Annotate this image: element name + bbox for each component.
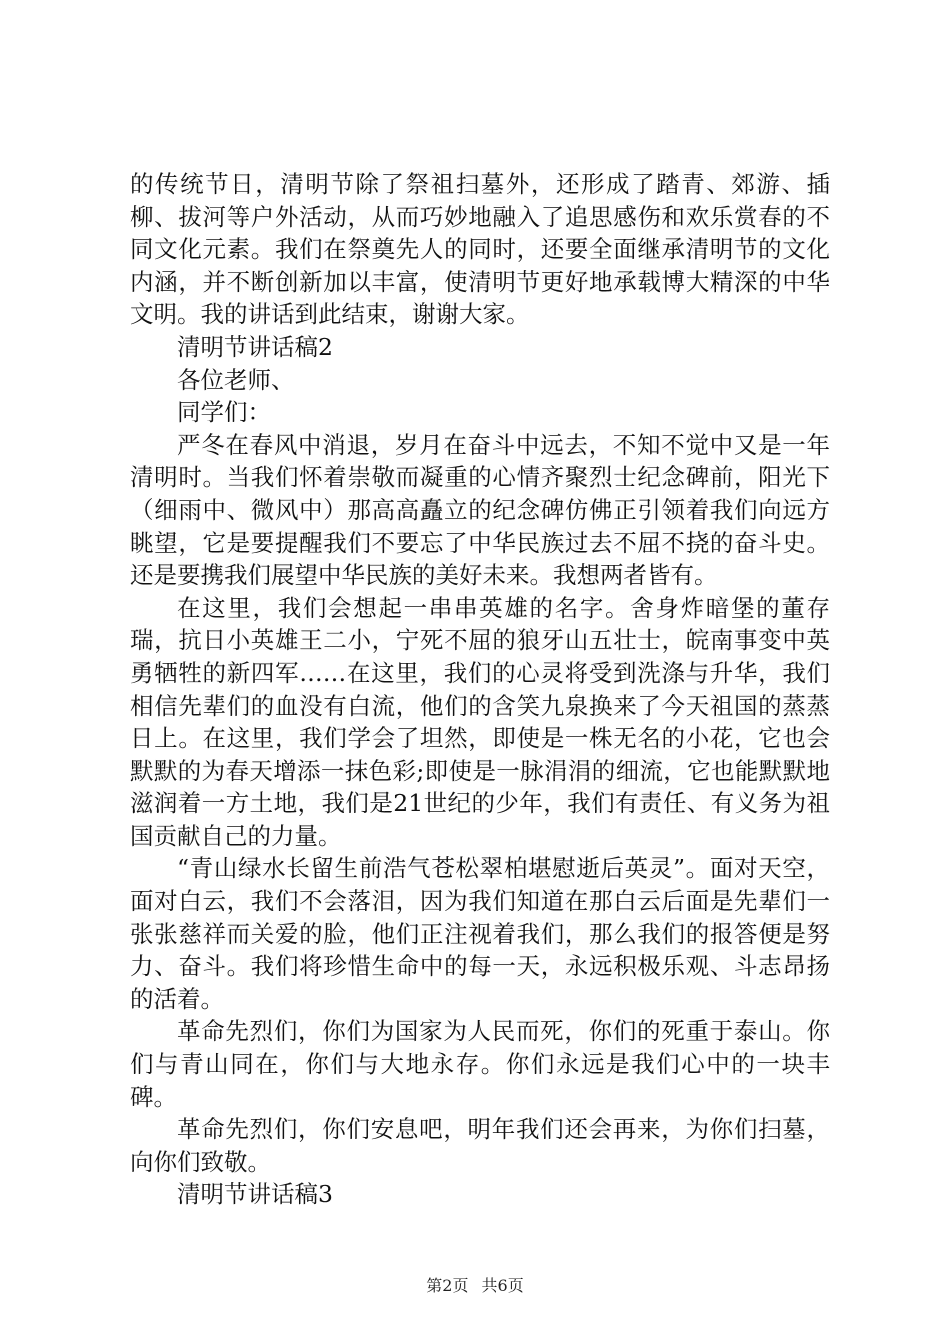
paragraph-martyrs: 革命先烈们，你们为国家为人民而死，你们的死重于泰山。你们与青山同在，你们与大地永存。你们永远是我们心中的一块丰碑。 [130, 1017, 830, 1111]
paragraph-heroes: 在这里，我们会想起一串串英雄的名字。舍身炸暗堡的董存瑞，抗日小英雄王二小，宁死不屈的狼牙山五壮士，皖南事变中英勇牺牲的新四军……在这里，我们的心灵将受到洗涤与升华，我们相信先辈们的血没有白流，他们的含笑九泉换来了今天祖国的蒸蒸日上。在这里，我们学会了坦然，即使是一株无名的小花，它也会默默的为春天增添一抹色彩;即使是一脉涓涓的细流，它也能默默地滋润着一方土地，我们是21世纪的少年，我们有责任、有义务为祖国贡献自己的力量。 [130, 593, 830, 850]
paragraph-intro: 严冬在春风中消退，岁月在奋斗中远去，不知不觉中又是一年清明时。当我们怀着崇敬而凝重的心情齐聚烈士纪念碑前，阳光下（细雨中、微风中）那高高矗立的纪念碑仿佛正引领着我们向远方眺望，它是要提醒我们不要忘了中华民族过去不屈不挠的奋斗史。还是要携我们展望中华民族的美好未来。我想两者皆有。 [130, 430, 830, 590]
page-total: 共6页 [481, 1276, 524, 1295]
page-number: 第2页 [426, 1276, 469, 1295]
document-body [130, 168, 830, 1211]
paragraph-couplet: “青山绿水长留生前浩气苍松翠柏堪慰逝后英灵”。面对天空，面对白云，我们不会落泪，因为我们知道在那白云后面是先辈们一张张慈祥而关爱的脸，他们正注视着我们，那么我们的报答便是努力、奋斗。我们将珍惜生命中的每一天，永远积极乐观、斗志昂扬的活着。 [130, 854, 830, 1013]
page-footer [0, 1276, 950, 1296]
paragraph-continuation: 的传统节日，清明节除了祭祖扫墓外，还形成了踏青、郊游、插柳、拔河等户外活动，从而巧妙地融入了追思感伤和欢乐赏春的不同文化元素。我们在祭奠先人的同时，还要全面继承清明节的文化内涵，并不断创新加以丰富，使清明节更好地承载博大精深的中华文明。我的讲话到此结束，谢谢大家。 [130, 170, 830, 329]
section-heading-3: 清明节讲话稿3 [177, 1180, 333, 1209]
salutation-teachers: 各位老师、 [177, 365, 295, 394]
section-heading-2: 清明节讲话稿2 [177, 332, 333, 361]
salutation-students: 同学们： [177, 398, 271, 427]
paragraph-closing: 革命先烈们，你们安息吧，明年我们还会再来，为你们扫墓，向你们致敬。 [130, 1115, 830, 1176]
